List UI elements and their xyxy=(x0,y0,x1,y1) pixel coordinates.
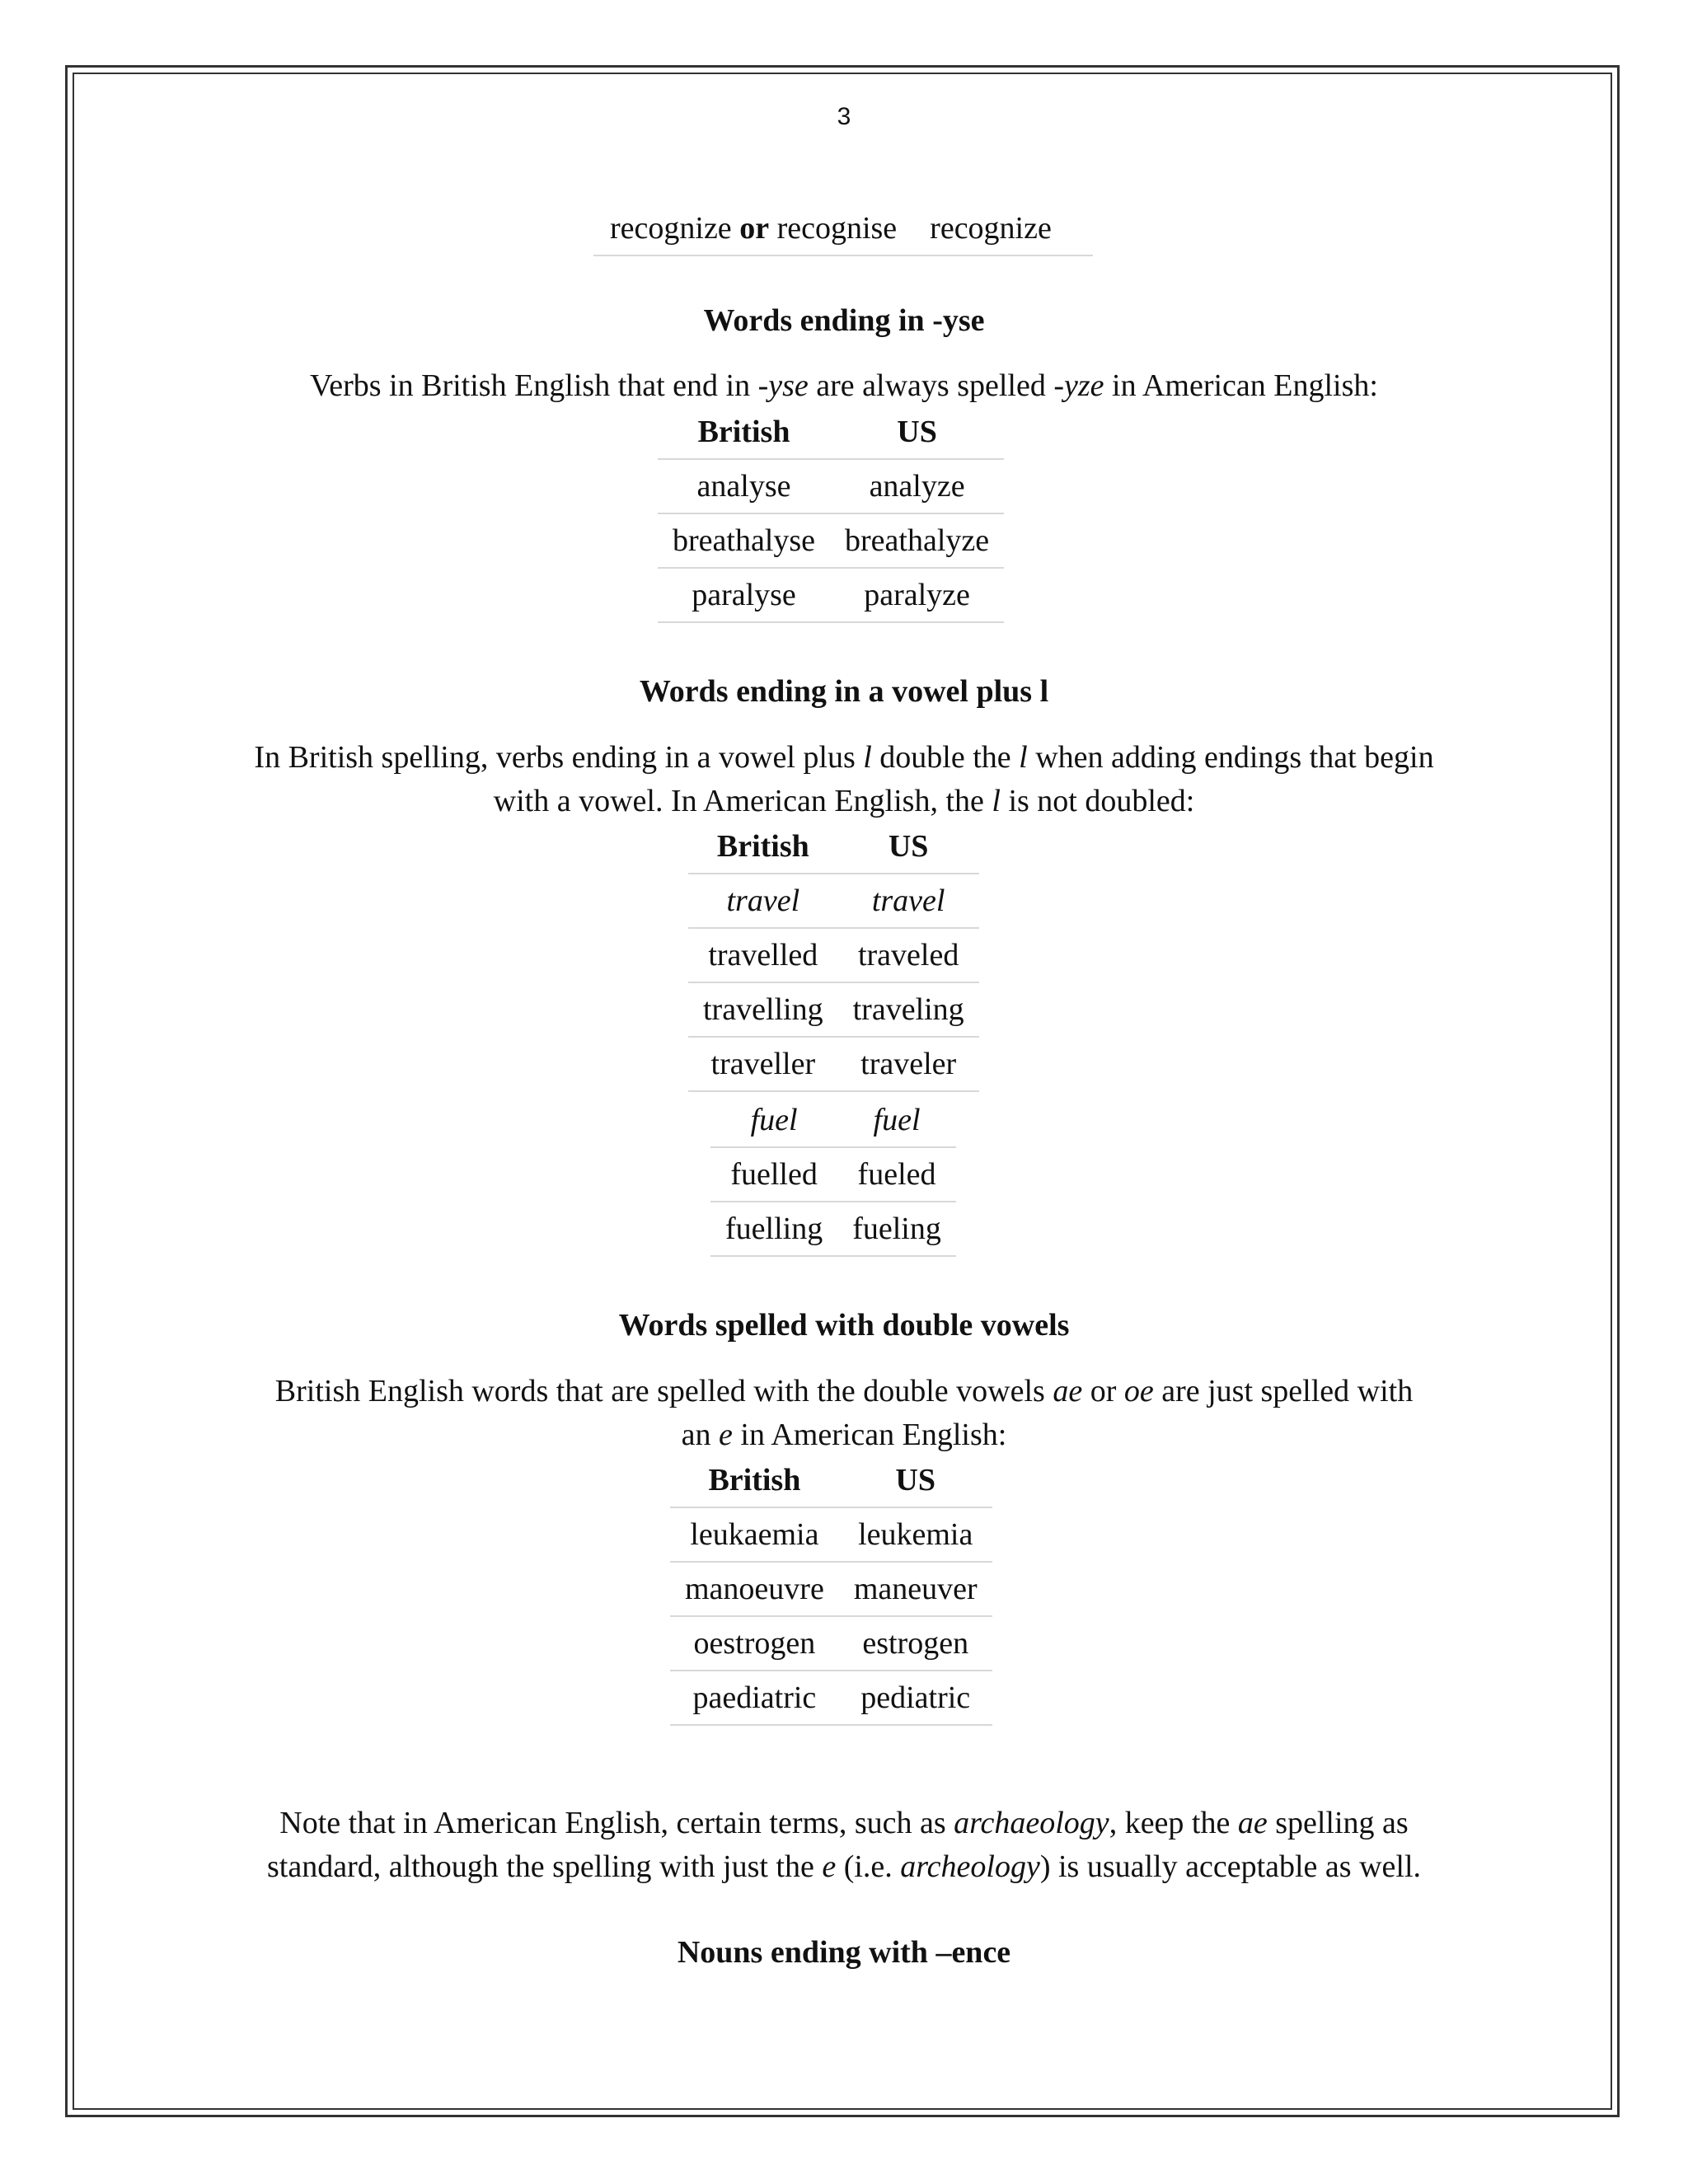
cell-british: traveller xyxy=(688,1037,838,1091)
cell-us: travel xyxy=(838,874,979,928)
col-header-us: US xyxy=(830,405,1004,459)
top-table-row xyxy=(593,204,1093,256)
col-header-british: British xyxy=(670,1454,839,1507)
heading-vowel-l: Words ending in a vowel plus l xyxy=(639,674,1049,709)
col-header-british: British xyxy=(688,820,838,874)
para-double-vowels: British English words that are spelled with the double vowels ae or oe are just spelled with an e in American English: xyxy=(274,1374,1414,1452)
table-row xyxy=(688,982,979,1037)
table-header-row xyxy=(670,1454,992,1507)
cell-us: fuel xyxy=(837,1094,956,1147)
para-vowel-l: In British spelling, verbs ending in a vowel plus l double the l when adding endings that begin with a vowel. In American English, the l is not doubled: xyxy=(254,740,1434,818)
cell-british: manoeuvre xyxy=(670,1562,839,1616)
cell-us: traveler xyxy=(838,1037,979,1091)
col-header-us: US xyxy=(839,1454,992,1507)
cell-british: travelled xyxy=(688,928,838,982)
cell-british: fuel xyxy=(710,1094,837,1147)
cell-british: fuelled xyxy=(710,1147,837,1202)
table-row xyxy=(670,1562,992,1616)
cell-us: traveled xyxy=(838,928,979,982)
cell-british: paediatric xyxy=(670,1671,839,1725)
para-note: Note that in American English, certain terms, such as archaeology, keep the ae spelling as standard, although the spelling with just the e (i.e. archeology) is usually acceptable as well. xyxy=(266,1806,1422,1884)
heading-double-vowels: Words spelled with double vowels xyxy=(618,1308,1070,1343)
cell-us: analyze xyxy=(830,459,1004,513)
table-header-row xyxy=(688,820,979,874)
cell-us: breathalyze xyxy=(830,513,1004,568)
cell-us: fueled xyxy=(837,1147,956,1202)
page-number: 3 xyxy=(837,103,851,130)
table-yse xyxy=(658,405,1004,623)
heading-ence: Nouns ending with –ence xyxy=(677,1935,1011,1970)
table-row xyxy=(710,1094,956,1147)
table-row xyxy=(658,568,1004,622)
cell-british: leukaemia xyxy=(670,1507,839,1562)
cell-british: analyse xyxy=(658,459,830,513)
cell-us: estrogen xyxy=(839,1616,992,1671)
top-row-us: recognize xyxy=(930,211,1052,246)
table-row xyxy=(670,1507,992,1562)
cell-us: fueling xyxy=(837,1202,956,1256)
table-row xyxy=(658,513,1004,568)
table-header-row xyxy=(658,405,1004,459)
cell-us: pediatric xyxy=(839,1671,992,1725)
table-row xyxy=(658,459,1004,513)
table-vowel-l-fuel xyxy=(710,1094,956,1257)
col-header-us: US xyxy=(838,820,979,874)
table-row xyxy=(688,1037,979,1091)
table-vowel-l xyxy=(688,820,979,1092)
table-row xyxy=(688,874,979,928)
cell-us: maneuver xyxy=(839,1562,992,1616)
cell-british: paralyse xyxy=(658,568,830,622)
col-header-british: British xyxy=(658,405,830,459)
cell-british: travelling xyxy=(688,982,838,1037)
table-row xyxy=(688,928,979,982)
cell-british: travel xyxy=(688,874,838,928)
top-row-british: recognize or recognise xyxy=(610,211,898,246)
table-row xyxy=(710,1202,956,1256)
table-row xyxy=(670,1616,992,1671)
cell-british: breathalyse xyxy=(658,513,830,568)
para-yse: Verbs in British English that end in -yse are always spelled -yze in American English: xyxy=(310,368,1378,403)
table-double-vowels xyxy=(670,1454,992,1726)
cell-us: traveling xyxy=(838,982,979,1037)
heading-yse: Words ending in -yse xyxy=(703,303,985,338)
table-row xyxy=(710,1147,956,1202)
cell-british: oestrogen xyxy=(670,1616,839,1671)
cell-us: leukemia xyxy=(839,1507,992,1562)
table-row xyxy=(670,1671,992,1725)
cell-us: paralyze xyxy=(830,568,1004,622)
cell-british: fuelling xyxy=(710,1202,837,1256)
